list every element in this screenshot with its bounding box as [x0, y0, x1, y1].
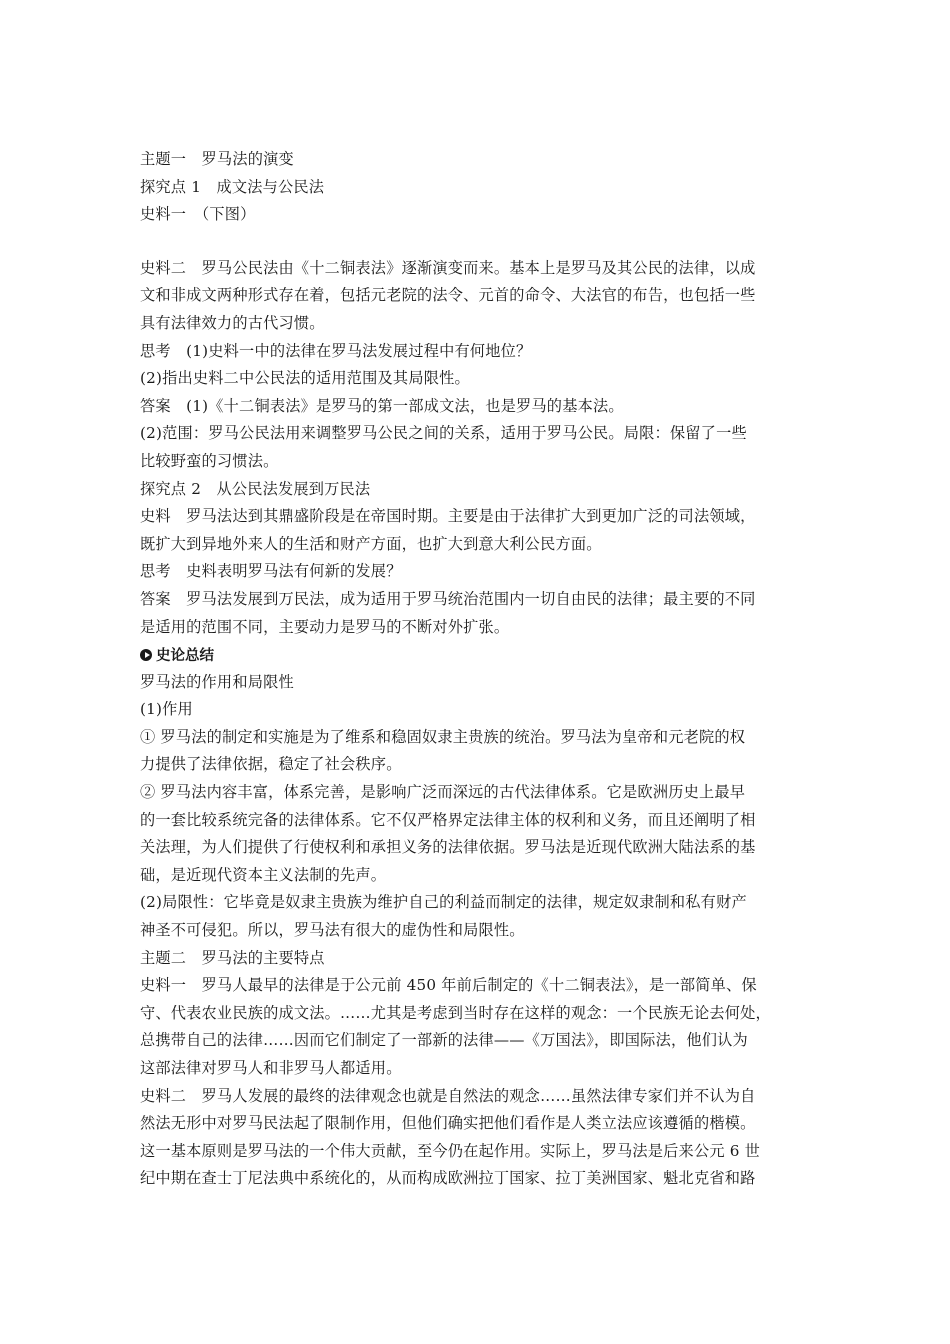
- text-line: 纪中期在查士丁尼法典中系统化的，从而构成欧洲拉丁国家、拉丁美洲国家、魁北克省和路: [140, 1169, 756, 1188]
- text-line: ② 罗马法内容丰富，体系完善，是影响广泛而深远的古代法律体系。它是欧洲历史上最早: [140, 783, 746, 802]
- theme-one-heading: 主题一 罗马法的演变: [140, 150, 294, 168]
- text-line: 力提供了法律依据，稳定了社会秩序。: [140, 755, 402, 774]
- summary-heading: [140, 641, 820, 669]
- text-line: 的一套比较系统完备的法律体系。它不仅严格界定法律主体的权利和义务，而且还阐明了相: [140, 810, 756, 829]
- text-line: 础，是近现代资本主义法制的先声。: [140, 865, 387, 884]
- play-circle-icon: [140, 649, 152, 661]
- text-line: (2)局限性：它毕竟是奴隶主贵族为维护自己的利益而制定的法律，规定奴隶制和私有财产: [140, 893, 747, 912]
- text-line: 思考 (1)史料一中的法律在罗马法发展过程中有何地位？: [140, 341, 532, 360]
- theme-two-heading: 主题二 罗马法的主要特点: [140, 948, 325, 967]
- text-line: 思考 史料表明罗马法有何新的发展？: [140, 562, 402, 581]
- text-line: ① 罗马法的制定和实施是为了维系和稳固奴隶主贵族的统治。罗马法为皇帝和元老院的权: [140, 727, 746, 746]
- text-line: 既扩大到异地外来人的生活和财产方面，也扩大到意大利公民方面。: [140, 534, 602, 553]
- document-body: [140, 146, 820, 1193]
- text-line: 具有法律效力的古代习惯。: [140, 313, 325, 332]
- text-line: 这部法律对罗马人和非罗马人都适用。: [140, 1059, 402, 1077]
- inquiry-point-1-heading: 探究点 1 成文法与公民法: [140, 177, 325, 196]
- text-line: 总携带自己的法律……因而它们制定了一部新的法律——《万国法》，即国际法，他们认为: [140, 1031, 748, 1050]
- text-line: (2)指出史料二中公民法的适用范围及其局限性。: [140, 369, 470, 388]
- source-one-label: 史料一 （下图）: [140, 205, 256, 224]
- text-line: 史料一 罗马人最早的法律是于公元前 450 年前后制定的《十二铜表法》，是一部简单、保: [140, 976, 757, 995]
- text-line: 史料二 罗马公民法由《十二铜表法》逐渐演变而来。基本上是罗马及其公民的法律，以成: [140, 258, 756, 277]
- text-line: 文和非成文两种形式存在着，包括元老院的法令、元首的命令、大法官的布告，也包括一些: [140, 286, 756, 305]
- text-line: 守、代表农业民族的成文法。……尤其是考虑到当时存在这样的观念：一个民族无论去何处，: [140, 1003, 771, 1022]
- text-line: (2)范围：罗马公民法用来调整罗马公民之间的关系，适用于罗马公民。局限：保留了一些: [140, 424, 747, 443]
- text-line: 答案 罗马法发展到万民法，成为适用于罗马统治范围内一切自由民的法律；最主要的不同: [140, 589, 756, 608]
- text-line: 神圣不可侵犯。所以，罗马法有很大的虚伪性和局限性。: [140, 921, 525, 940]
- text-line: 史料 罗马法达到其鼎盛阶段是在帝国时期。主要是由于法律扩大到更加广泛的司法领域，: [140, 507, 756, 526]
- text-line: 是适用的范围不同，主要动力是罗马的不断对外扩张。: [140, 617, 510, 636]
- summary-label: 史论总结: [156, 648, 214, 665]
- inquiry-point-2-heading: 探究点 2 从公民法发展到万民法: [140, 479, 371, 498]
- text-line: 史料二 罗马人发展的最终的法律观念也就是自然法的观念……虽然法律专家们并不认为自: [140, 1086, 756, 1105]
- text-line: 罗马法的作用和局限性: [140, 672, 294, 691]
- text-line: 这一基本原则是罗马法的一个伟大贡献，至今仍在起作用。实际上，罗马法是后来公元 6 世: [140, 1141, 761, 1160]
- text-line: 关法理，为人们提供了行使权利和承担义务的法律依据。罗马法是近现代欧洲大陆法系的基: [140, 838, 756, 857]
- text-line: 然法无形中对罗马民法起了限制作用，但他们确实把他们看作是人类立法应该遵循的楷模。: [140, 1114, 756, 1133]
- text-line: 比较野蛮的习惯法。: [140, 451, 279, 470]
- text-line: 答案 (1)《十二铜表法》是罗马的第一部成文法，也是罗马的基本法。: [140, 396, 624, 415]
- text-line: (1)作用: [140, 700, 193, 719]
- figure-placeholder-gap: [140, 229, 820, 255]
